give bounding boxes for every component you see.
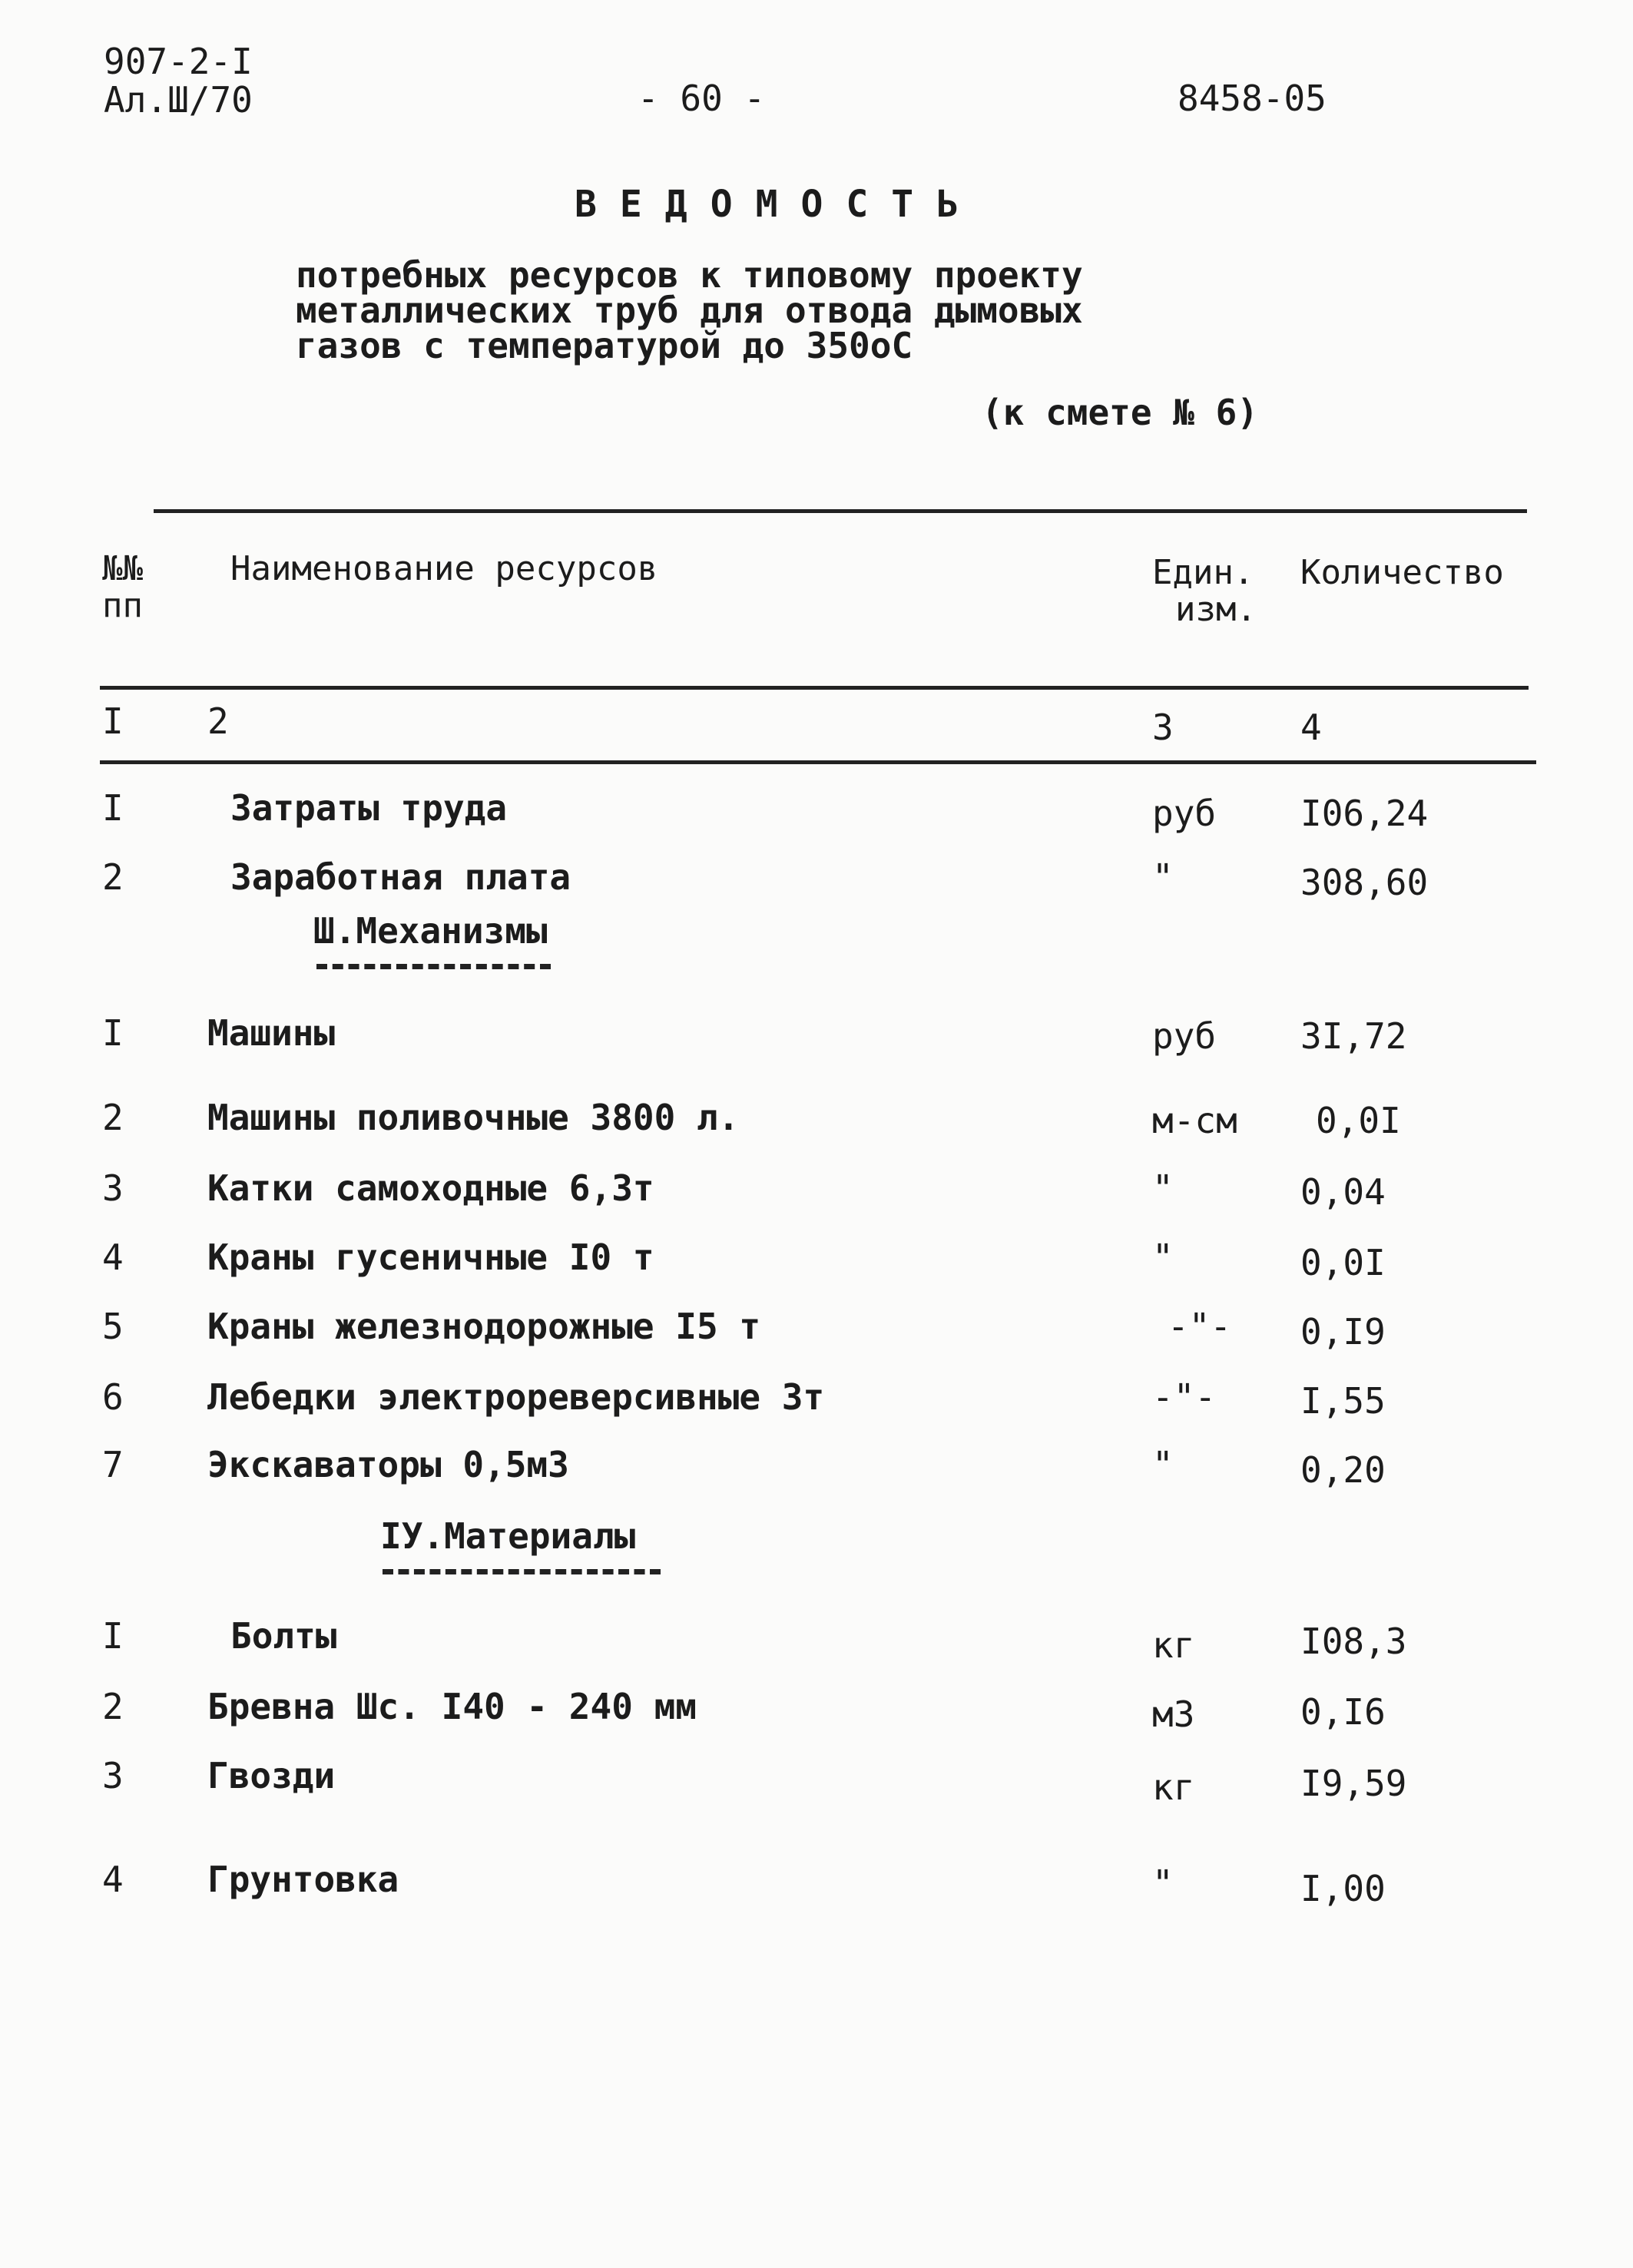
resource-name: Затраты труда xyxy=(230,787,508,829)
section-underline xyxy=(316,964,551,975)
resource-unit: м3 xyxy=(1152,1694,1195,1735)
resource-unit: кг xyxy=(1152,1624,1195,1666)
row-number: 2 xyxy=(102,1097,124,1138)
column-header-quantity: Количество xyxy=(1300,553,1504,592)
resource-name: Катки самоходные 6,3т xyxy=(207,1167,654,1209)
doc-number: 8458-05 xyxy=(1178,78,1327,119)
table-top-rule xyxy=(154,509,1527,513)
section-heading-mechanisms: Ш.Механизмы xyxy=(313,910,548,952)
subtitle-line: металлических труб для отвода дымовых xyxy=(296,290,1083,331)
resource-unit: -"- xyxy=(1152,1376,1217,1418)
resource-quantity: I08,3 xyxy=(1300,1621,1407,1662)
resource-unit: " xyxy=(1152,1167,1174,1209)
row-number: 2 xyxy=(102,1686,124,1727)
resource-name: Заработная плата xyxy=(230,856,571,898)
resource-name: Грунтовка xyxy=(207,1859,399,1900)
column-header-unit: Един. изм. xyxy=(1152,553,1257,629)
column-header-name: Наименование ресурсов xyxy=(230,549,658,588)
section-underline xyxy=(383,1569,661,1581)
resource-unit: " xyxy=(1152,1862,1174,1904)
row-number: 4 xyxy=(102,1237,124,1278)
column-number: I xyxy=(102,700,124,742)
subtitle-line: потребных ресурсов к типовому проекту xyxy=(296,254,1083,296)
resource-quantity: 0,20 xyxy=(1300,1449,1386,1491)
row-number: 6 xyxy=(102,1376,124,1418)
subtitle-line: газов с температурой до 350оС xyxy=(296,325,913,366)
row-number: 3 xyxy=(102,1755,124,1796)
resource-unit: руб xyxy=(1152,1015,1217,1057)
resource-name: Бревна Шс. I40 - 240 мм xyxy=(207,1686,697,1727)
document-code-line1: 907-2-I xyxy=(104,41,253,82)
section-heading-materials: IУ.Материалы xyxy=(380,1515,636,1557)
resource-name: Краны железнодорожные I5 т xyxy=(207,1306,761,1347)
resource-unit: кг xyxy=(1152,1766,1195,1808)
row-number: I xyxy=(102,1615,124,1657)
resource-name: Лебедки электрореверсивные 3т xyxy=(207,1376,825,1418)
resource-quantity: I,00 xyxy=(1300,1868,1386,1909)
resource-quantity: 0,04 xyxy=(1300,1171,1386,1213)
resource-unit: руб xyxy=(1152,793,1217,834)
row-number: 5 xyxy=(102,1306,124,1347)
resource-unit: " xyxy=(1152,1444,1174,1485)
resource-quantity: 0,0I xyxy=(1300,1242,1386,1283)
header-bottom-rule xyxy=(100,686,1529,690)
row-number: I xyxy=(102,1012,124,1054)
column-header-number: №№ пп xyxy=(102,549,143,625)
resource-quantity: 308,60 xyxy=(1300,862,1429,903)
estimate-reference: (к смете № 6) xyxy=(982,392,1259,433)
resource-unit: " xyxy=(1152,856,1174,898)
column-number: 2 xyxy=(207,700,229,742)
column-number: 3 xyxy=(1152,707,1174,748)
resource-name: Экскаваторы 0,5м3 xyxy=(207,1444,569,1485)
row-number: 7 xyxy=(102,1444,124,1485)
page-number: - 60 - xyxy=(638,78,766,119)
column-number: 4 xyxy=(1300,707,1322,748)
resource-name: Болты xyxy=(230,1615,337,1657)
resource-quantity: 0,I6 xyxy=(1300,1691,1386,1733)
resource-quantity: 0,I9 xyxy=(1300,1311,1386,1353)
document-code-line2: Ал.Ш/70 xyxy=(104,79,253,121)
row-number: I xyxy=(102,787,124,829)
resource-quantity: I06,24 xyxy=(1300,793,1429,834)
resource-name: Гвозди xyxy=(207,1755,336,1796)
resource-quantity: 0,0I xyxy=(1316,1100,1401,1141)
row-number: 3 xyxy=(102,1167,124,1209)
column-numbers-rule xyxy=(100,760,1536,764)
row-number: 4 xyxy=(102,1859,124,1900)
resource-quantity: I,55 xyxy=(1300,1380,1386,1422)
resource-unit: м-см xyxy=(1152,1100,1237,1141)
resource-name: Машины поливочные 3800 л. xyxy=(207,1097,740,1138)
resource-unit: " xyxy=(1152,1237,1174,1278)
resource-name: Краны гусеничные I0 т xyxy=(207,1237,654,1278)
resource-unit: -"- xyxy=(1168,1306,1232,1347)
page-title: ВЕДОМОСТЬ xyxy=(575,183,982,226)
resource-quantity: I9,59 xyxy=(1300,1763,1407,1804)
document-code xyxy=(104,42,253,119)
row-number: 2 xyxy=(102,856,124,898)
subtitle xyxy=(296,254,1083,366)
resource-quantity: 3I,72 xyxy=(1300,1015,1407,1057)
resource-name: Машины xyxy=(207,1012,336,1054)
